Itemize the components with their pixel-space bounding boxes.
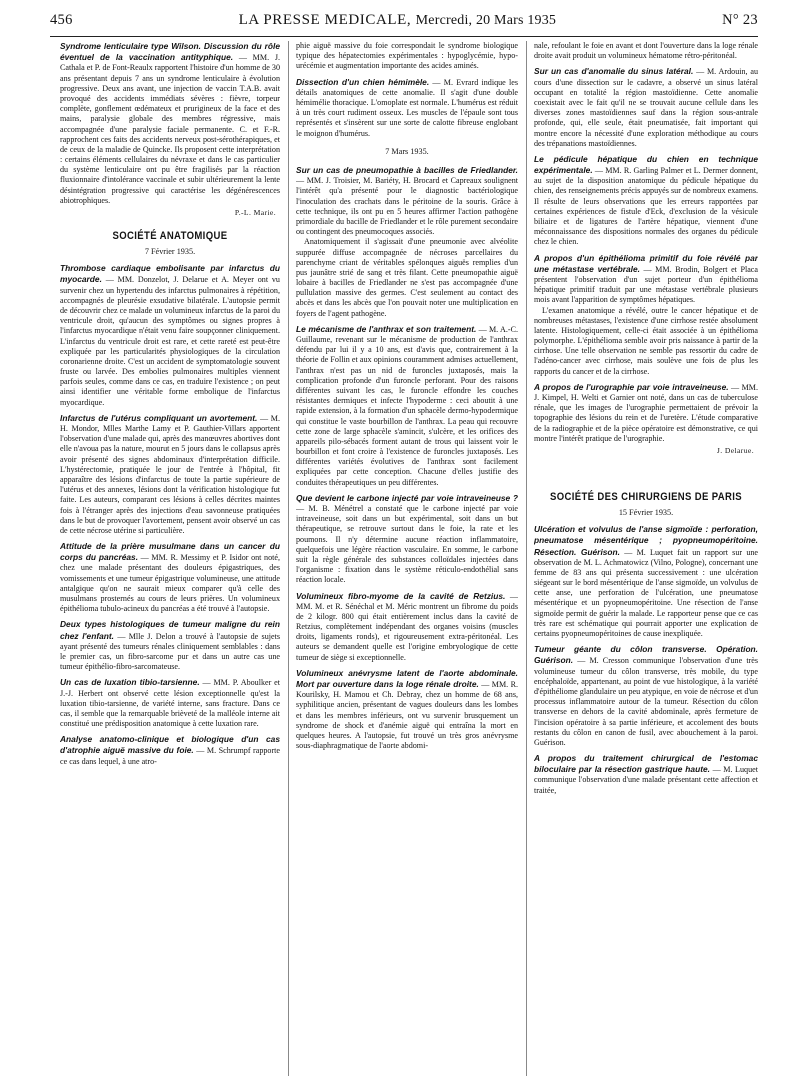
article-title: Analyse anatomo-clinique et biologique d'un cas d'atrophie aiguë massive du foie. (60, 734, 280, 756)
issue-date: Mercredi, 20 Mars 1935 (415, 13, 557, 28)
article-body: — M. Luquet fait un rapport sur une observation de M. L. Achmatowicz (Vilno, Pologne), concernant une femme de 83 ans qui présenta successivement : une ulcération siégeant sur le bord mésentérique de l'anse sigmoïde, un volvulus de cette anse, une perforation de l'ulcération, une pneumatose mésentérique et un pyopneumopéritoine. Une résection de l'anse sigmoïde permit de guérir la malade. Le rapporteur pense que ce cas très rare est schématique qui pourrait apporter une explication de certains pyopneumopéritoines de cause inexpliquée. (534, 547, 758, 639)
signature: P.-L. Marie. (234, 208, 276, 217)
article-luxation (60, 677, 280, 729)
article-atrophie-foie (60, 734, 280, 767)
article-title: Deux types histologiques de tumeur maligne du rein chez l'enfant. (60, 619, 280, 641)
section-date: 7 Mars 1935. (385, 146, 429, 156)
article-title: Infarctus de l'utérus compliquant un avortement. (60, 412, 258, 423)
article-title: A propos de l'urographie par voie intraveineuse. (534, 381, 729, 392)
article-thrombose (60, 263, 280, 408)
signature: J. Delarue. (716, 445, 754, 455)
article-infarctus-uterus (60, 413, 280, 536)
article-title: Sur un cas d'anomalie du sinus latéral. (534, 66, 694, 77)
running-header (50, 12, 758, 36)
publication-title (239, 12, 557, 29)
article-body: — M. B. Ménétrel a constaté que le carbone injecté par voie intraveineuse, soit dans un but expérimental, soit dans un but thérapeutique, se retrouve surtout dans le foie, la rate et les poumons. Il n'y détermine aucune réaction inflammatoire, quelquefois une légère réaction vasculaire. En somme, le carbone suit la règle générale des substances colloïdales injectées dans l'organisme : fixation dans le système réticulo-endothélial sans réaction locale. (296, 504, 518, 585)
article-title: Sur un cas de pneumopathie à bacilles de Friedlander. (296, 165, 518, 176)
article-body: — M. Luquet communique l'observation d'une malade présentant cette affection et traitée, (534, 765, 758, 795)
article-title: Le pédicule hépatique du chien en technique expérimentale. (534, 153, 758, 176)
article-body: L'examen anatomique a révélé, outre le cancer hépatique et de nombreuses métastases, l'existence d'une cirrhose restée absolument latente. Histologiquement, celle-ci était associée à un épithélioma polymorphe. L'épithélioma semble avoir pris naissance à partir de la cirrhose. Une telle observation ne semble pas ressortir du cadre de l'adéno-cancer avec cirrhose, mais soulève une fois de plus les rapports du cancer et de la cirrhose. (534, 305, 758, 376)
article-title: Attitude de la prière musulmane dans un cancer du corps du pancréas. (60, 541, 280, 563)
article-anevrysme-continued (534, 41, 758, 61)
section-title: SOCIÉTÉ ANATOMIQUE (112, 229, 228, 242)
article-title: Syndrome lenticulaire type Wilson. Discussion du rôle éventuel de la vaccination antityphique. (60, 41, 280, 63)
article-body: — MM. R. Garling Palmer et L. Dermer donnent, au sujet de la disposition anatomique du pédicule hépatique du chien, des renseignements précis appuyés sur de nombreux examens. Il résulte de leurs observations que les erreurs rapportées par certaines expériences de fistule d'Eck, d'exclusion de la vésicule biliaire et de ligatures de l'artère hépatique, viennent d'une méconnaissance des dispositions normales des organes du pédicule chez le chien. (534, 166, 758, 247)
article-body: — MM. P. Aboulker et J.-J. Herbert ont observé cette lésion exceptionnelle qu'est la luxation tibio-tarsienne, de variété interne, sans fracture. Dans ce cas, il semble que la remarquable brièveté de la malléole interne ait constitué une prédisposition anatomique à cette luxation rare. (60, 678, 280, 729)
column-divider (288, 41, 289, 1076)
article-title: Que devient le carbone injecté par voie intraveineuse ? (296, 492, 518, 503)
article-chien-hemimele (296, 77, 518, 139)
article-title: A propos d'un épithélioma primitif du foie révélé par une métastase vertébrale. (534, 252, 758, 274)
article-pedicule-hepatique (534, 154, 758, 248)
article-body: nale, refoulant le foie en avant et dont l'ouverture dans la loge rénale droite avait produit un volumineux hématome rétro-péritonéal. (534, 41, 758, 61)
article-body: — MM. Donzelot, J. Delarue et A. Meyer ont vu survenir chez un hypertendu des infarctus pulmonaires à répétition, accompagnés de pleurésie exsudative bilatérale. L'autopsie permit de découvrir chez ce malade un volumineux infarctus de la paroi du ventricule droit, qu'aucun des symptômes ou signes propres à l'infarctus myocardique n'était venu faire soupçonner cliniquement. L'infarctus du ventricule droit est rare, et cette rareté est peut-être expliquée par les particularités physiologiques de la circulation coronarienne droite. C'est un accident de symptomatologie souvent fruste ou larvée. Des embolies pulmonaires multiples viennent parfois seules, comme dans ce cas, en traduire l'existence ; on peut ainsi identifier une véritable forme embolique de l'infarctus myocardique. (60, 275, 280, 407)
page-number: 456 (50, 12, 73, 28)
column-divider (526, 41, 527, 1076)
issue-number: N° 23 (722, 12, 758, 28)
article-priere-musulmane (60, 541, 280, 614)
section-date: 7 Février 1935. (144, 246, 196, 256)
section-spacer (534, 461, 758, 479)
column-1 (60, 41, 280, 1076)
article-anevrysme (296, 668, 518, 752)
article-body: — M. Evrard indique les détails anatomiques de cette anomalie. Il s'agit d'une double hémimélie thoracique. L'omoplate est normale. L'humérus est réduit à un très court rudiment osseux. Les muscles de l'épaule sont tous représentés et s'insèrent sur une sorte de calotte fibreuse englobant le moignon d'humérus. (296, 77, 518, 138)
section-title: SOCIÉTÉ DES CHIRURGIENS DE PARIS (549, 490, 742, 503)
article-body: — MM. R. Messimy et P. Isidor ont noté, chez une malade présentant des douleurs épigastriques, des vomissements et une tumeur épigastrique volumineuse, une attitude antalgique qu'on ne saurait mieux comparer qu'à celle des musulmans prosternés au cours de leurs prières. Un volumineux épithélioma tubulo-acineux du pancréas a été trouvé à l'autopsie. (60, 553, 280, 614)
article-estomac-biloculaire (534, 753, 758, 796)
article-title: Volumineux fibro-myome de la cavité de Retzius. (296, 590, 506, 601)
article-tumeur-rein (60, 619, 280, 672)
column-2 (296, 41, 518, 1076)
article-body: — M. H. Mondor, Mlles Marthe Lamy et P. Gauthier-Villars apportent l'observation d'une malade qui, après des manœuvres abortives dont elle n'avoua pas la nature, mourut en 5 jours dans le collapsus après avoir présenté des signes abdominaux d'interprétation difficile. L'hystérectomie, pratiquée le jour de l'entrée à l'hôpital, fit apparaître des lésions d'infarctus de toute la partie supérieure de l'utérus et des annexes, lésions dont la vérification histologique fut faite. Les auteurs, comparant ces lésions à celles décrites maintes fois à l'étranger après des injections d'eau savonneuse pratiquées dans le but de provoquer l'avortement, pensent avoir observé un cas de cette nécrose utérine si particulière. (60, 413, 280, 535)
section-date: 15 Février 1935. (618, 507, 674, 517)
article-body: — M. Cresson communique l'observation d'une très volumineuse tumeur du côlon transverse, très mobile, du type encéphaloïde, appartenant, au point de vue histologique, à la variété d'épithéliome glandulaire un peu atypique, en voie de nécrose et d'un processus inflammatoire autour de la tumeur. Résection du côlon transverse en dehors de la cavité abdominale, après fermeture de l'incision opératoire à sa partie inférieure, et accolement des bouts restants du côlon en canon de fusil, avec abouchement à la paroi. Guérison. (534, 656, 758, 747)
article-title: A propos du traitement chirurgical de l'estomac biloculaire par la résection gastrique haute. (534, 753, 758, 775)
article-title: Thrombose cardiaque embolisante par infarctus du myocarde. (60, 263, 280, 285)
column-3 (534, 41, 758, 1076)
article-body: — Mlle J. Delon a trouvé à l'autopsie de sujets ayant présenté des tumeurs rénales cliniquement semblables : dans le premier cas, un fibro-sarcome pur et dans un autre cas une tumeur épithélio-fibro-sarcomateuse. (60, 631, 280, 672)
article-body: — MM. J. Troisier, M. Bariéty, H. Brocard et Capreaux soulignent l'intérêt qu'a présenté pour le diagnostic bactériologique l'inoculation des crachats dans le péritoine de la souris. Grâce à cette technique, ils ont pu en 5 heures affirmer l'action pathogène primordiale du bacille de Friedlander et le rôle purement secondaire ou contingent des pneumocoques associés. (296, 176, 518, 237)
article-title: Dissection d'un chien hémimèle. (296, 76, 430, 87)
article-body: phie aiguë massive du foie correspondait le syndrome biologique typique des hépatectomies expérimentales : hypoglycémie, hypo-urécémie et augmentation importante des acides aminés. (296, 41, 518, 71)
article-body: — MM. Brodin, Bolgert et Placa présentent l'observation d'un sujet porteur d'un épithélioma hépatique primitif traduit par une métastase vertébrale plusieurs mois avant l'apparition de symptômes hépatiques. (534, 264, 758, 305)
article-wilson (60, 41, 280, 218)
publication-name: LA PRESSE MEDICALE, (238, 12, 412, 28)
article-volvulus-sigmoide (534, 524, 758, 639)
article-fibro-myome (296, 591, 518, 663)
article-tumeur-colon (534, 644, 758, 748)
article-title: Un cas de luxation tibio-tarsienne. (60, 677, 200, 688)
article-epithelioma-foie (534, 253, 758, 377)
article-body: — M. Ardouin, au cours d'une dissection sur le cadavre, a observé un sinus latéral occupant en totalité la région mastoïdienne. Cette anomalie coexistait avec le fait qu'il ne se trouvait aucune cellule dans les diverses zones mastoïdiennes sauf dans la région sous-antrale profonde, qui, elle seule, était pneumatisée, fait important qui montre encore la nécessité d'une exploration méthodique au cours des trépanations mastoïdiennes. (534, 67, 758, 148)
article-body: — MM. M. et R. Sénéchal et M. Méric montrent un fibrome du poids de 2 kilogr. 800 qui était entièrement inclus dans la cavité de Retzius, complètement indépendant des organes voisins (muscles droits, ligaments ronds), et rigoureusement extra-péritonéal. Les auteurs se demandent quelle est l'origine embryologique de cette tumeur de siège si exceptionnelle. (296, 591, 518, 662)
article-urographie (534, 382, 758, 456)
header-rule (50, 36, 758, 37)
article-title: Le mécanisme de l'anthrax et son traitement. (296, 323, 477, 334)
article-body: — MM. R. Kourilsky, H. Mamou et Ch. Debray, chez un homme de 68 ans, syphilitique ancien, présentant de vagues douleurs dans les lombes et dans les membres inférieurs, ont vu survenir brusquement un syndrome de shock et d'anémie aiguë qui entraîna la mort en quelques heures. A l'autopsie, fut trouvé un très gros anévrysme sous-diaphragmatique de l'aorte abdomi- (296, 680, 518, 751)
article-anthrax (296, 324, 518, 488)
article-body: — MM. J. Cathala et P. de Font-Reaulx rapportent l'histoire d'un homme de 30 ans présentant depuis 7 ans un syndrome lenticulaire à évolution progressive. Deux ans avant, une injection de vaccin T.A.B. avait provoqué des accidents immédiats sévères : fièvre, torpeur complète, gonflement œdémateux et prurigineux de la face et des mains, paralysie globale des membres régressive, mais accompagnée d'une paralysie faciale permanente. C. et F.-R. rapprochent ces faits des accidents nerveux post-sérothérapiques, et de ceux de la maladie de Quincke. Ils proposent cette interprétation : certains éléments cellulaires du névraxe et dans le cas particulier du système lenticulaire ont pu être fragilisés par la réaction fluxionnaire d'intolérance vaccinale et subir ultérieurement la lente désintégration progressive qui caractérise les dégénérescences abiotrophiques. (60, 53, 280, 205)
article-body: — MM. J. Kimpel, H. Welti et Garnier ont noté, dans un cas de tuberculose rénale, que les images de l'urographie permettaient de prévoir la topographie des lésions du rein et de l'uretère. L'étude comparative de la radiographie et de la pièce opératoire est démonstrative, ce qui montre l'intérêt pratique de l'urographie. (534, 382, 758, 443)
article-carbone (296, 493, 518, 586)
article-sinus-lateral (534, 66, 758, 149)
article-title: Ulcération et volvulus de l'anse sigmoïde : perforation, pneumatose mésentérique ; pyopneumopéritoine. Résection. Guérison. (534, 524, 758, 557)
article-atrophie-foie-continued (296, 41, 518, 72)
article-pneumopathie (296, 165, 518, 319)
article-title: Tumeur géante du côlon transverse. Opération. Guérison. (534, 644, 758, 666)
article-body: Anatomiquement il s'agissait d'une pneumonie avec alvéolite suppurée diffuse accompagnée de nécroses parcellaires du parenchyme criant de véritables spélonques aiguës remplies d'un pus jaunâtre strié de sang et très filant. Cette pneumopathie aiguë lobaire à bacilles de Friedlander ne s'est pas accompagnée d'une pullulation massive des germes. C'est seulement au contact des abcès et dans les abcès que l'on pouvait noter une multiplication en foyers de l'agent pathogène. (296, 237, 518, 318)
article-body: — M. Schrumpf rapporte ce cas dans lequel, à une atro- (60, 746, 280, 766)
article-body: — M. A.-C. Guillaume, revenant sur le mécanisme de production de l'anthrax défendu par lui il y a 10 ans, est d'avis que, contrairement à la théorie de Follin et aux opinions couramment admises actuellement, l'anthrax n'est pas un nid de furoncles juxtaposés, mais la complication profonde d'un furoncle perforant. Pour des raisons différentes suivant les cas, le furoncle effondre les couches résistantes dermiques et infecte l'hypoderme : ceci aboutit à une rapide extension, à la formation d'un sphacèle dermo-hypodermique qui constitue le vaste bourbillon de l'anthrax. La peau qui recouvre cette zone de large sphacèle s'amincit, s'ulcère, et les orifices des appareils pilo-sébacés forment autant de trous qui laissent voir le bourbillon et font croire à l'existence de furoncles juxtaposés. Les différentes variétés évolutives de l'anthrax sont facilement expliquées par cette conception. Chacune d'elles justifie des conduites thérapeutiques un peu différentes. (296, 324, 518, 487)
article-title: Volumineux anévrysme latent de l'aorte abdominale. Mort par ouverture dans la loge rénale droite. (296, 667, 518, 690)
